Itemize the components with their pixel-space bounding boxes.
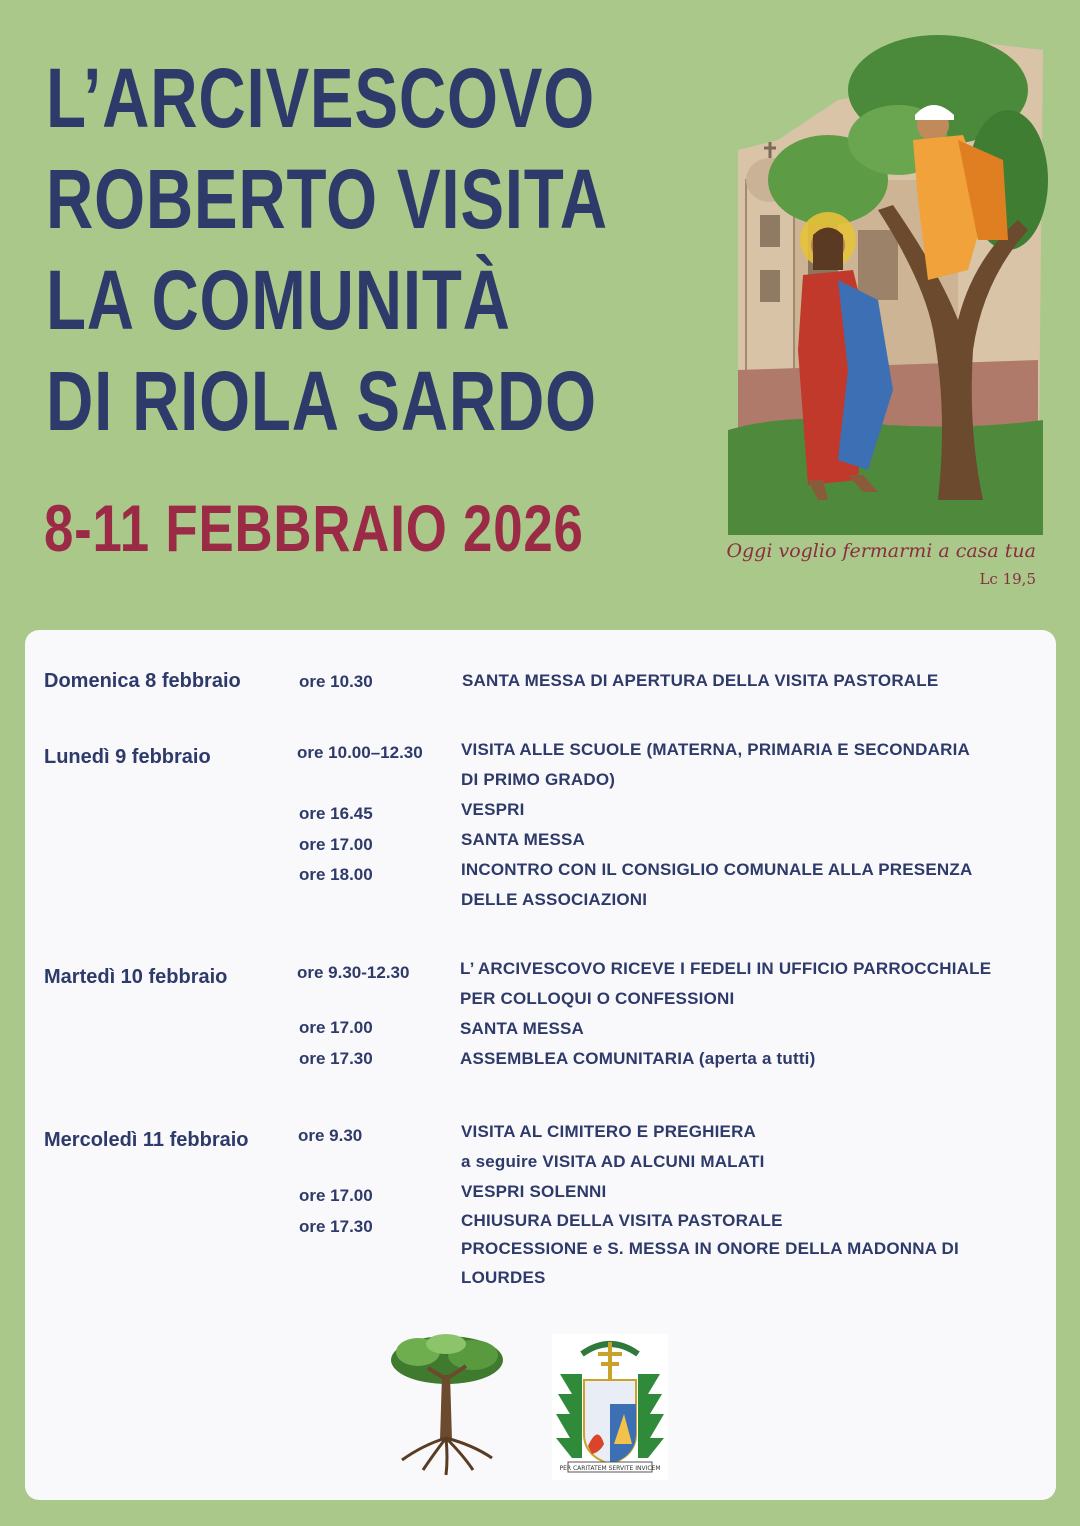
event-description: PROCESSIONE e S. MESSA IN ONORE DELLA MADONNA DI: [461, 1239, 959, 1258]
time-label: ore 9.30-12.30: [297, 963, 410, 982]
time-label: ore 17.30: [299, 1049, 373, 1068]
event-description: DELLE ASSOCIAZIONI: [461, 890, 648, 909]
event-dates: 8-11 FEBBRAIO 2026: [44, 491, 584, 565]
event-description: VISITA ALLE SCUOLE (MATERNA, PRIMARIA E SECONDARIA: [461, 740, 970, 759]
tree-logo: [388, 1330, 506, 1478]
zacchaeus-illustration: [718, 30, 1048, 535]
event-description: DI PRIMO GRADO): [461, 770, 616, 789]
title-line: ROBERTO VISITA: [46, 152, 608, 246]
event-description: PER COLLOQUI O CONFESSIONI: [460, 989, 735, 1008]
event-description: a seguire VISITA AD ALCUNI MALATI: [461, 1152, 765, 1171]
title-line: DI RIOLA SARDO: [46, 354, 597, 448]
day-label: Mercoledì 11 febbraio: [44, 1129, 249, 1151]
day-label: Domenica 8 febbraio: [44, 670, 241, 692]
time-label: ore 17.00: [299, 1018, 373, 1037]
day-label: Martedì 10 febbraio: [44, 966, 228, 988]
time-label: ore 17.00: [299, 835, 373, 854]
event-description: CHIUSURA DELLA VISITA PASTORALE: [461, 1211, 783, 1230]
time-label: ore 9.30: [298, 1126, 363, 1145]
event-description: ASSEMBLEA COMUNITARIA (aperta a tutti): [460, 1049, 816, 1068]
scripture-reference: Lc 19,5: [979, 570, 1036, 588]
title-line: LA COMUNITÀ: [46, 253, 511, 347]
time-label: ore 17.30: [299, 1217, 373, 1236]
title-line: L’ARCIVESCOVO: [46, 51, 595, 145]
event-description: VESPRI SOLENNI: [461, 1182, 607, 1201]
time-label: ore 10.30: [299, 672, 373, 691]
event-description: INCONTRO CON IL CONSIGLIO COMUNALE ALLA PRESENZA: [461, 860, 973, 879]
time-label: ore 17.00: [299, 1186, 373, 1205]
scripture-quote: Oggi voglio fermarmi a casa tua: [726, 540, 1036, 562]
event-description: L’ ARCIVESCOVO RICEVE I FEDELI IN UFFICIO PARROCCHIALE: [460, 959, 992, 978]
coat-of-arms-motto: PER CARITATEM SERVITE INVICEM: [559, 1465, 661, 1472]
day-label: Lunedì 9 febbraio: [44, 746, 211, 768]
event-description: SANTA MESSA DI APERTURA DELLA VISITA PASTORALE: [462, 671, 939, 690]
time-label: ore 18.00: [299, 865, 373, 884]
event-description: SANTA MESSA: [460, 1019, 585, 1038]
event-description: LOURDES: [461, 1268, 546, 1287]
time-label: ore 10.00–12.30: [297, 743, 423, 762]
event-description: SANTA MESSA: [461, 830, 586, 849]
page-title: [46, 48, 608, 452]
coat-of-arms-logo: [552, 1334, 668, 1480]
time-label: ore 16.45: [299, 804, 373, 823]
event-description: VESPRI: [461, 800, 525, 819]
event-description: VISITA AL CIMITERO E PREGHIERA: [461, 1122, 757, 1141]
